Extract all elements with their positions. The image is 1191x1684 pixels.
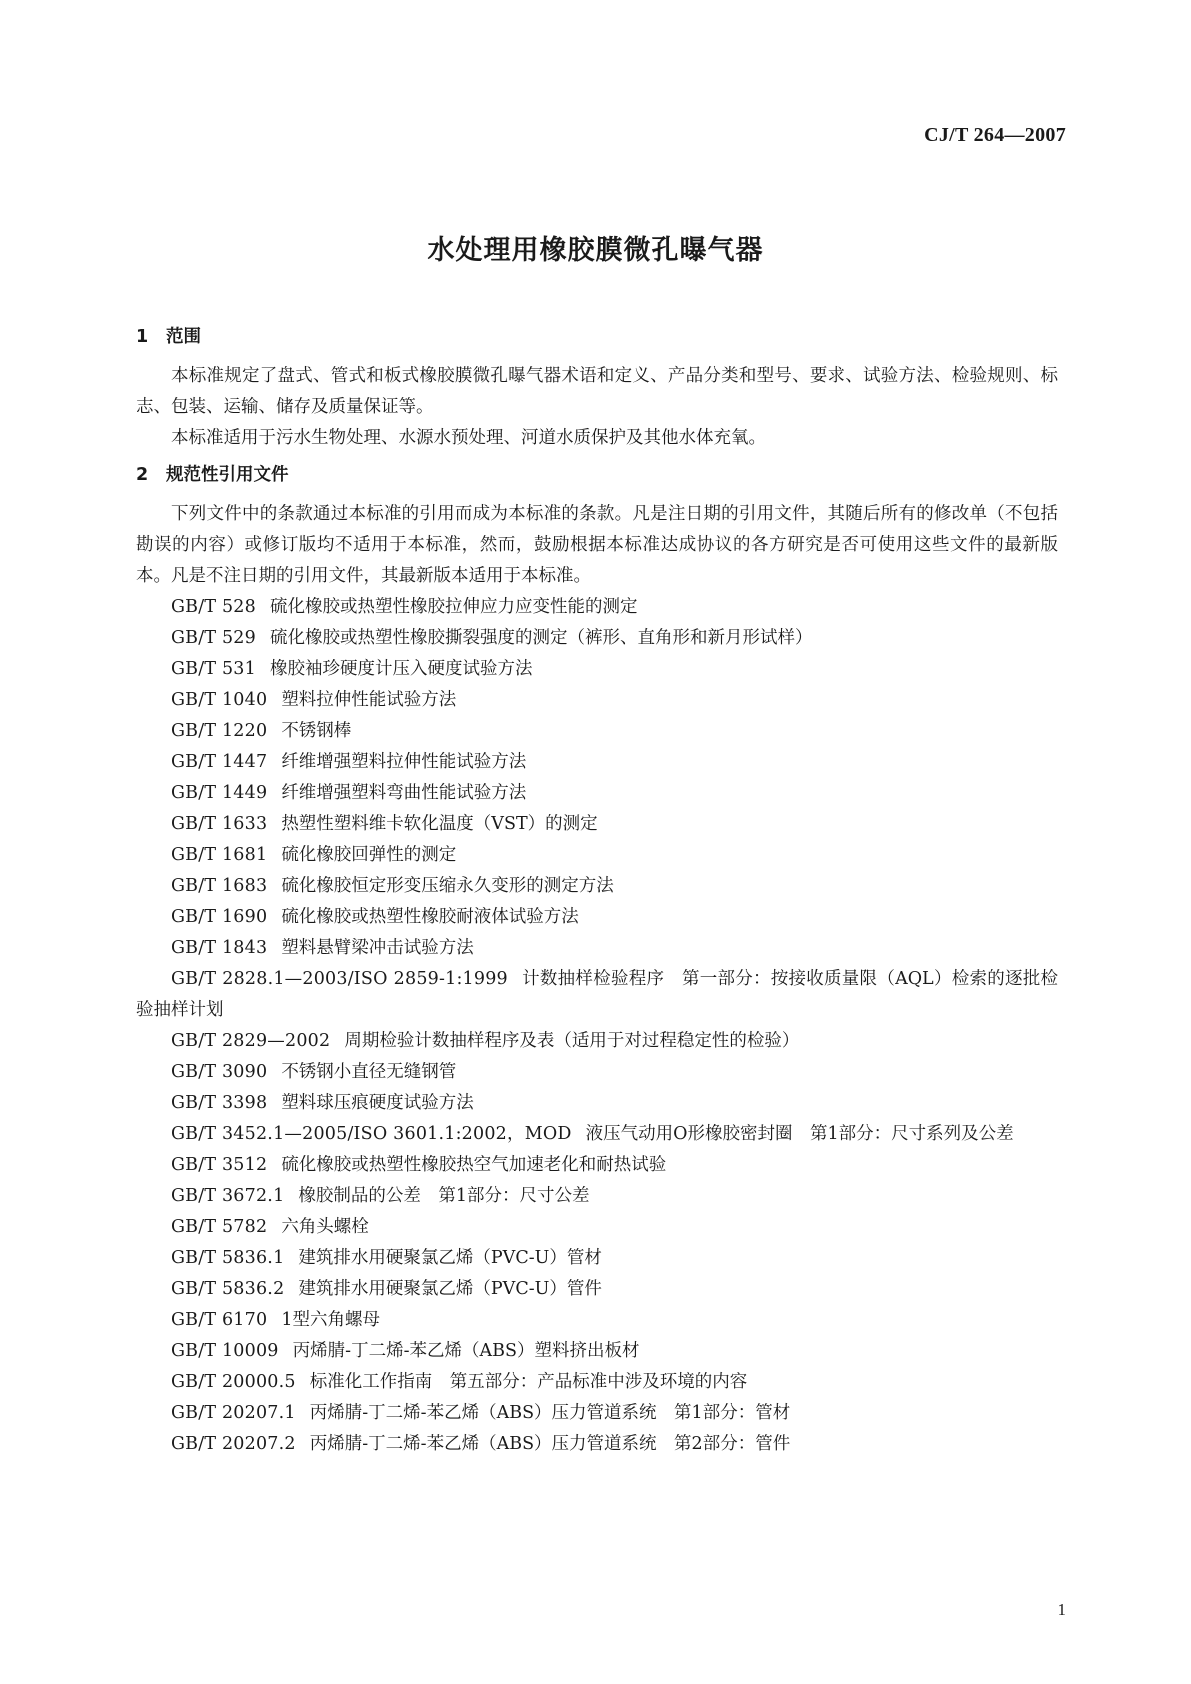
reference-code: GB/T 5782 bbox=[171, 1217, 268, 1237]
reference-title: 丙烯腈-丁二烯-苯乙烯（ABS）塑料挤出板材 bbox=[292, 1341, 640, 1361]
reference-item bbox=[136, 1057, 1058, 1088]
reference-item bbox=[136, 1119, 1058, 1150]
reference-code: GB/T 528 bbox=[171, 597, 256, 617]
section-number: 2 bbox=[136, 465, 149, 485]
reference-code: GB/T 1449 bbox=[171, 783, 268, 803]
reference-item bbox=[136, 685, 1058, 716]
reference-item bbox=[136, 1429, 1058, 1460]
reference-item bbox=[136, 933, 1058, 964]
document-body bbox=[136, 322, 1058, 1460]
page-number: 1 bbox=[1057, 1600, 1066, 1619]
reference-code: GB/T 5836.2 bbox=[171, 1279, 285, 1299]
reference-code: GB/T 1683 bbox=[171, 876, 268, 896]
reference-code: GB/T 3398 bbox=[171, 1093, 268, 1113]
reference-code: GB/T 20000.5 bbox=[171, 1372, 296, 1392]
reference-code: GB/T 1220 bbox=[171, 721, 268, 741]
reference-title: 计数抽样检验程序 第一部分：按接收质量限（AQL）检索的逐批检验抽样计划 bbox=[136, 969, 1058, 1020]
section-heading-scope bbox=[136, 322, 1058, 353]
reference-title: 纤维增强塑料弯曲性能试验方法 bbox=[281, 783, 527, 803]
reference-title: 硫化橡胶或热塑性橡胶热空气加速老化和耐热试验 bbox=[281, 1155, 667, 1175]
reference-item bbox=[136, 1367, 1058, 1398]
reference-item bbox=[136, 778, 1058, 809]
reference-code: GB/T 529 bbox=[171, 628, 256, 648]
reference-title: 1型六角螺母 bbox=[281, 1310, 380, 1330]
reference-title: 硫化橡胶或热塑性橡胶拉伸应力应变性能的测定 bbox=[269, 597, 638, 617]
section-number: 1 bbox=[136, 327, 149, 347]
reference-code: GB/T 5836.1 bbox=[171, 1248, 285, 1268]
standard-number: CJ/T 264—2007 bbox=[924, 124, 1066, 146]
reference-code: GB/T 531 bbox=[171, 659, 256, 679]
reference-item bbox=[136, 902, 1058, 933]
reference-item bbox=[136, 1026, 1058, 1057]
reference-item bbox=[136, 623, 1058, 654]
reference-code: GB/T 1447 bbox=[171, 752, 268, 772]
reference-code: GB/T 1633 bbox=[171, 814, 268, 834]
reference-item bbox=[136, 1336, 1058, 1367]
reference-title: 硫化橡胶回弹性的测定 bbox=[281, 845, 457, 865]
reference-title: 标准化工作指南 第五部分：产品标准中涉及环境的内容 bbox=[309, 1372, 748, 1392]
reference-title: 丙烯腈-丁二烯-苯乙烯（ABS）压力管道系统 第2部分：管件 bbox=[309, 1434, 791, 1454]
section-title: 规范性引用文件 bbox=[166, 465, 289, 485]
reference-code: GB/T 1690 bbox=[171, 907, 268, 927]
reference-code: GB/T 1681 bbox=[171, 845, 268, 865]
reference-list bbox=[136, 592, 1058, 1460]
paragraph: 本标准规定了盘式、管式和板式橡胶膜微孔曝气器术语和定义、产品分类和型号、要求、试验方法、检验规则、标志、包装、运输、储存及质量保证等。 bbox=[136, 366, 1058, 417]
reference-item bbox=[136, 1305, 1058, 1336]
reference-item bbox=[136, 1088, 1058, 1119]
reference-item bbox=[136, 1243, 1058, 1274]
reference-code: GB/T 20207.2 bbox=[171, 1434, 296, 1454]
reference-item bbox=[136, 747, 1058, 778]
reference-item bbox=[136, 871, 1058, 902]
reference-item bbox=[136, 840, 1058, 871]
reference-code: GB/T 1843 bbox=[171, 938, 268, 958]
reference-item bbox=[136, 1274, 1058, 1305]
paragraph: 本标准适用于污水生物处理、水源水预处理、河道水质保护及其他水体充氧。 bbox=[171, 428, 766, 448]
reference-title: 丙烯腈-丁二烯-苯乙烯（ABS）压力管道系统 第1部分：管材 bbox=[309, 1403, 791, 1423]
reference-code: GB/T 3452.1—2005/ISO 3601.1:2002，MOD bbox=[171, 1124, 572, 1144]
reference-title: 不锈钢小直径无缝钢管 bbox=[281, 1062, 457, 1082]
reference-item bbox=[136, 654, 1058, 685]
reference-item bbox=[136, 1212, 1058, 1243]
reference-title: 橡胶袖珍硬度计压入硬度试验方法 bbox=[269, 659, 533, 679]
reference-item bbox=[136, 716, 1058, 747]
reference-title: 塑料拉伸性能试验方法 bbox=[281, 690, 457, 710]
section-title: 范围 bbox=[166, 327, 201, 347]
reference-item bbox=[136, 1398, 1058, 1429]
reference-code: GB/T 2828.1—2003/ISO 2859-1:1999 bbox=[171, 969, 508, 989]
document-title: 水处理用橡胶膜微孔曝气器 bbox=[427, 235, 764, 266]
reference-title: 六角头螺栓 bbox=[281, 1217, 369, 1237]
reference-title: 建筑排水用硬聚氯乙烯（PVC-U）管材 bbox=[298, 1248, 602, 1268]
reference-code: GB/T 1040 bbox=[171, 690, 268, 710]
reference-code: GB/T 3512 bbox=[171, 1155, 268, 1175]
reference-title: 塑料悬臂梁冲击试验方法 bbox=[281, 938, 474, 958]
reference-item bbox=[136, 592, 1058, 623]
reference-code: GB/T 2829—2002 bbox=[171, 1031, 331, 1051]
reference-item bbox=[136, 1150, 1058, 1181]
reference-title: 热塑性塑料维卡软化温度（VST）的测定 bbox=[281, 814, 598, 834]
section-heading-normative-references bbox=[136, 460, 1058, 491]
reference-title: 建筑排水用硬聚氯乙烯（PVC-U）管件 bbox=[298, 1279, 602, 1299]
reference-title: 硫化橡胶恒定形变压缩永久变形的测定方法 bbox=[281, 876, 614, 896]
reference-code: GB/T 3672.1 bbox=[171, 1186, 285, 1206]
reference-title: 塑料球压痕硬度试验方法 bbox=[281, 1093, 474, 1113]
reference-title: 橡胶制品的公差 第1部分：尺寸公差 bbox=[298, 1186, 590, 1206]
reference-title: 硫化橡胶或热塑性橡胶耐液体试验方法 bbox=[281, 907, 579, 927]
reference-code: GB/T 20207.1 bbox=[171, 1403, 296, 1423]
reference-code: GB/T 10009 bbox=[171, 1341, 279, 1361]
reference-title: 周期检验计数抽样程序及表（适用于对过程稳定性的检验） bbox=[344, 1031, 800, 1051]
reference-title: 硫化橡胶或热塑性橡胶撕裂强度的测定（裤形、直角形和新月形试样） bbox=[269, 628, 813, 648]
paragraph: 下列文件中的条款通过本标准的引用而成为本标准的条款。凡是注日期的引用文件，其随后所有的修改单（不包括勘误的内容）或修订版均不适用于本标准，然而，鼓励根据本标准达成协议的各方研究是否可使用这些文件的最新版本。凡是不注日期的引用文件，其最新版本适用于本标准。 bbox=[136, 504, 1058, 586]
reference-title: 不锈钢棒 bbox=[281, 721, 352, 741]
reference-title: 液压气动用O形橡胶密封圈 第1部分：尺寸系列及公差 bbox=[585, 1124, 1014, 1144]
reference-title: 纤维增强塑料拉伸性能试验方法 bbox=[281, 752, 527, 772]
reference-item bbox=[136, 1181, 1058, 1212]
reference-item bbox=[136, 964, 1058, 1026]
reference-item bbox=[136, 809, 1058, 840]
reference-code: GB/T 6170 bbox=[171, 1310, 268, 1330]
reference-code: GB/T 3090 bbox=[171, 1062, 268, 1082]
